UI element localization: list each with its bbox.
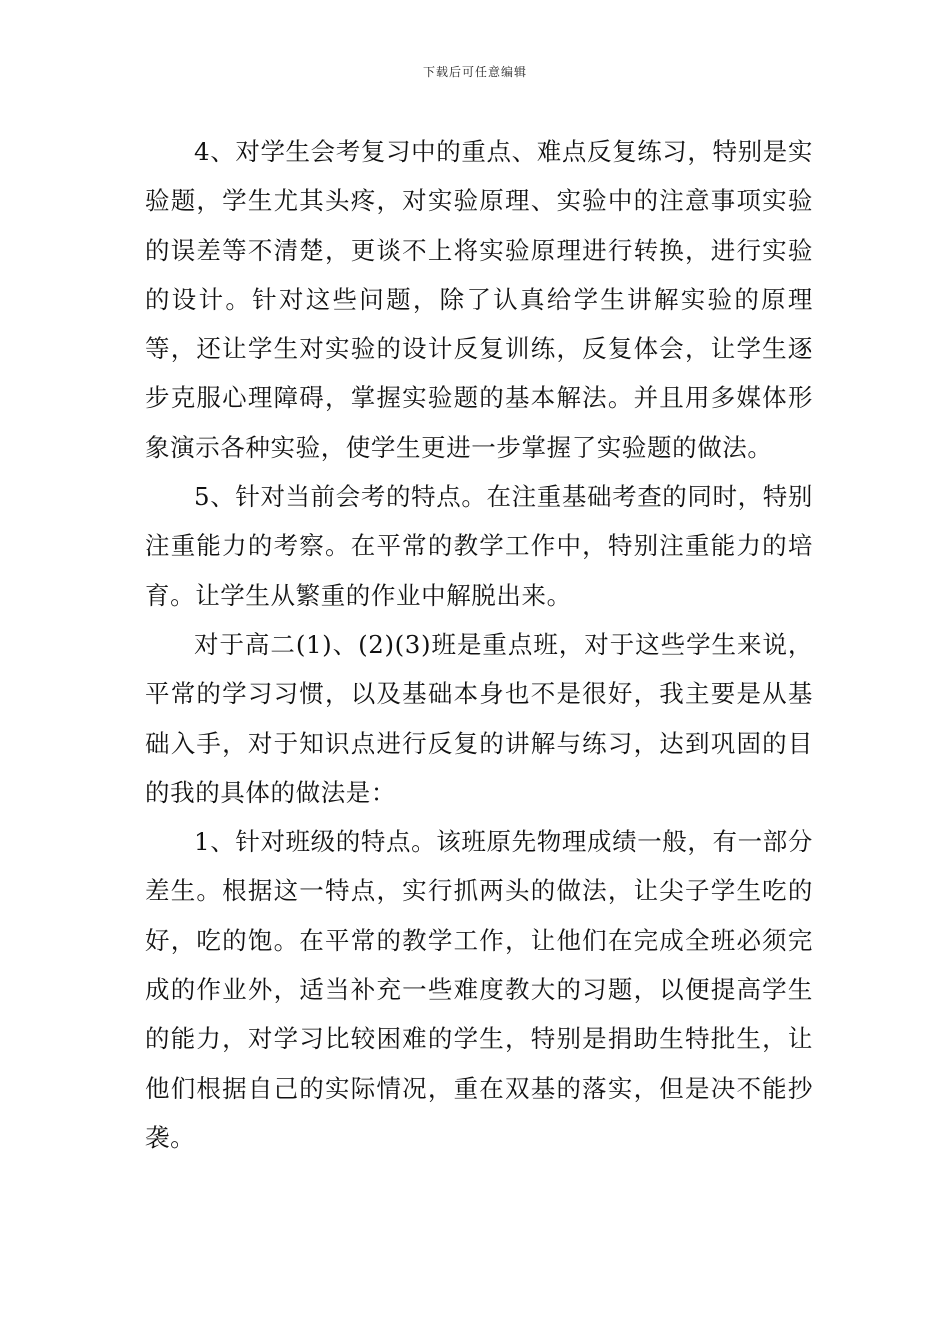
paragraph-item-1-class-features: 1、针对班级的特点。该班原先物理成绩一般，有一部分差生。根据这一特点，实行抓两头的做法，让尖子学生吃的好，吃的饱。在平常的教学工作，让他们在完成全班必须完成的作业外，适当补充一些难度教大的习题，以便提高学生的能力，对学习比较困难的学生，特别是捐助生特批生，让他们根据自己的实际情况，重在双基的落实，但是决不能抄袭。 [145, 827, 813, 1152]
paragraph-key-classes: 对于高二(1)、(2)(3)班是重点班，对于这些学生来说，平常的学习习惯，以及基础本身也不是很好，我主要是从基础入手，对于知识点进行反复的讲解与练习，达到巩固的目的我的具体的做法是： [145, 629, 813, 807]
document-body [145, 127, 813, 1162]
page-header: 下载后可任意编辑 [422, 65, 527, 79]
paragraph-item-5-exam-features: 5、针对当前会考的特点。在注重基础考查的同时，特别注重能力的考察。在平常的教学工作中，特别注重能力的培育。让学生从繁重的作业中解脱出来。 [145, 482, 813, 610]
paragraph-item-4-experiments: 4、对学生会考复习中的重点、难点反复练习，特别是实验题，学生尤其头疼，对实验原理、实验中的注意事项实验的误差等不清楚，更谈不上将实验原理进行转换，进行实验的设计。针对这些问题，除了认真给学生讲解实验的原理等，还让学生对实验的设计反复训练，反复体会，让学生逐步克服心理障碍，掌握实验题的基本解法。并且用多媒体形象演示各种实验，使学生更进一步掌握了实验题的做法。 [145, 137, 813, 462]
